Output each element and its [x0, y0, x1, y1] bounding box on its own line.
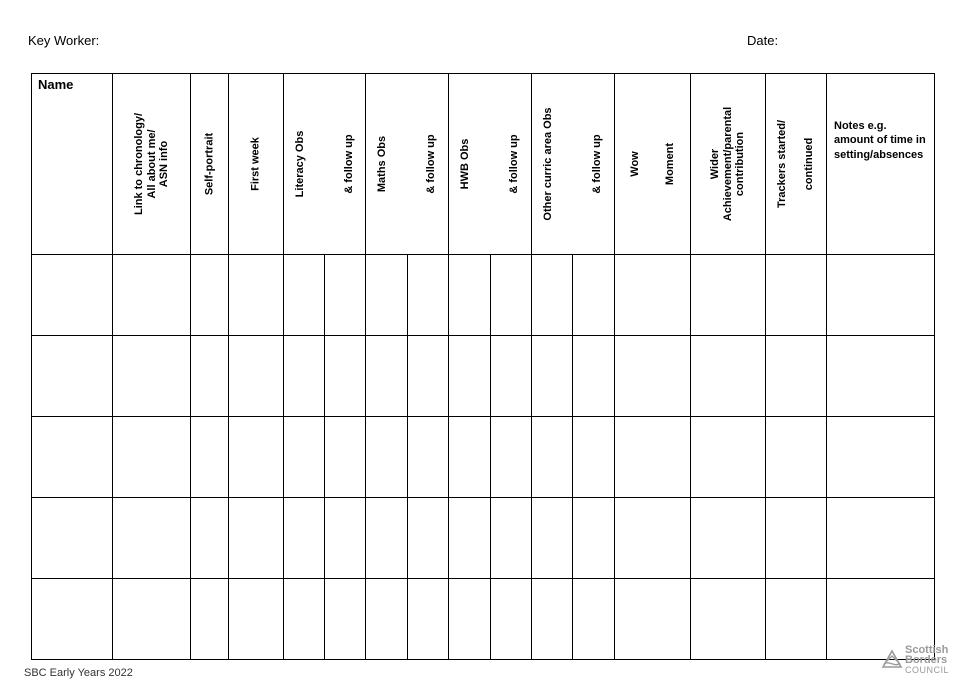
header-line: setting/absences [834, 148, 924, 161]
name-header: Name [32, 74, 113, 255]
header-follow: & follow up [591, 134, 604, 194]
table-cell[interactable] [325, 498, 366, 579]
table-cell[interactable] [325, 579, 366, 660]
header-main: Wow [628, 151, 641, 177]
header-main: Other curric area Obs [542, 107, 554, 221]
table-row [32, 336, 935, 417]
table-cell[interactable] [284, 417, 325, 498]
table-cell[interactable] [366, 498, 408, 579]
header-maths-obs [366, 74, 449, 255]
header-line: continued [803, 137, 816, 191]
header-line: All about me/ [145, 129, 158, 199]
header-trackers [766, 74, 827, 255]
footer-text: SBC Early Years 2022 [24, 667, 133, 679]
table-cell[interactable] [827, 336, 935, 417]
table-cell[interactable] [766, 255, 827, 336]
table-cell[interactable] [229, 498, 284, 579]
table-cell[interactable] [408, 255, 449, 336]
header-follow: & follow up [342, 134, 355, 194]
table-cell[interactable] [32, 579, 113, 660]
header-wider-achievement [691, 74, 766, 255]
table-cell[interactable] [366, 255, 408, 336]
header-other-curric-obs [532, 74, 615, 255]
table-cell[interactable] [408, 336, 449, 417]
council-logo [880, 645, 960, 677]
table-cell[interactable] [573, 336, 615, 417]
table-cell[interactable] [691, 498, 766, 579]
table-cell[interactable] [284, 498, 325, 579]
table-cell[interactable] [325, 336, 366, 417]
header-follow: & follow up [425, 134, 438, 194]
logo-line-3: COUNCIL [905, 665, 950, 675]
table-cell[interactable] [32, 417, 113, 498]
table-cell[interactable] [191, 255, 229, 336]
header-line: ASN info [157, 140, 170, 188]
table-cell[interactable] [766, 579, 827, 660]
table-cell[interactable] [827, 498, 935, 579]
table-cell[interactable] [449, 579, 491, 660]
table-cell[interactable] [691, 255, 766, 336]
header-line: Trackers started/ [776, 119, 788, 209]
table-cell[interactable] [325, 417, 366, 498]
table-cell[interactable] [573, 498, 615, 579]
table-cell[interactable] [532, 255, 573, 336]
table-cell[interactable] [32, 336, 113, 417]
header-line: contribution [734, 131, 747, 197]
header-line: amount of time in [834, 134, 926, 147]
table-cell[interactable] [113, 498, 191, 579]
table-cell[interactable] [284, 579, 325, 660]
header-follow: & follow up [508, 134, 521, 194]
table-cell[interactable] [532, 336, 573, 417]
table-cell[interactable] [491, 417, 532, 498]
table-cell[interactable] [229, 336, 284, 417]
table-cell[interactable] [191, 417, 229, 498]
table-cell[interactable] [113, 255, 191, 336]
date-label: Date: [747, 33, 779, 48]
table-row [32, 417, 935, 498]
header-chronology [113, 74, 191, 255]
table-cell[interactable] [408, 417, 449, 498]
header-first-week [229, 74, 284, 255]
key-worker-label: Key Worker: [28, 33, 100, 48]
table-cell[interactable] [491, 579, 532, 660]
header-line: First week [249, 137, 262, 191]
table-cell[interactable] [532, 417, 573, 498]
table-cell[interactable] [408, 579, 449, 660]
table-cell[interactable] [284, 255, 325, 336]
table-cell[interactable] [229, 579, 284, 660]
table-cell[interactable] [408, 498, 449, 579]
table-cell[interactable] [766, 336, 827, 417]
table-cell[interactable] [615, 498, 691, 579]
table-cell[interactable] [691, 579, 766, 660]
observation-table [31, 73, 935, 660]
table-cell[interactable] [615, 417, 691, 498]
table-cell[interactable] [766, 417, 827, 498]
header-main: Maths Obs [376, 135, 388, 193]
header-main: Literacy Obs [293, 130, 306, 198]
header-main: HWB Obs [459, 138, 471, 190]
header-self-portrait [191, 74, 229, 255]
header-wow-moment [615, 74, 691, 255]
table-cell[interactable] [284, 336, 325, 417]
table-cell[interactable] [573, 255, 615, 336]
logo-line-2: Borders [905, 654, 948, 666]
table-cell[interactable] [449, 336, 491, 417]
table-cell[interactable] [615, 255, 691, 336]
header-line: Self-portrait [203, 132, 216, 196]
table-cell[interactable] [827, 417, 935, 498]
table-cell[interactable] [366, 417, 408, 498]
table-cell[interactable] [366, 336, 408, 417]
table-cell[interactable] [32, 498, 113, 579]
table-cell[interactable] [691, 336, 766, 417]
table-row [32, 255, 935, 336]
header-line: Wider [709, 148, 722, 180]
table-cell[interactable] [691, 417, 766, 498]
table-cell[interactable] [615, 579, 691, 660]
table-cell[interactable] [325, 255, 366, 336]
table-cell[interactable] [191, 579, 229, 660]
table-cell[interactable] [573, 417, 615, 498]
header-follow: Moment [663, 142, 676, 186]
header-line: Link to chronology/ [132, 112, 145, 216]
table-cell[interactable] [491, 336, 532, 417]
header-row [32, 74, 935, 255]
table-cell[interactable] [573, 579, 615, 660]
header-literacy-obs [284, 74, 366, 255]
table-cell[interactable] [615, 336, 691, 417]
table-cell[interactable] [32, 255, 113, 336]
table-cell[interactable] [827, 255, 935, 336]
logo-line-1: Scottish [905, 644, 949, 656]
table-row [32, 498, 935, 579]
table-row [32, 579, 935, 660]
header-notes [827, 74, 935, 255]
table-cell[interactable] [532, 579, 573, 660]
table-cell[interactable] [113, 579, 191, 660]
table-cell[interactable] [491, 255, 532, 336]
table-cell[interactable] [532, 498, 573, 579]
table-cell[interactable] [113, 336, 191, 417]
table-cell[interactable] [449, 255, 491, 336]
header-line: Notes e.g. [834, 120, 887, 132]
table-cell[interactable] [229, 417, 284, 498]
table-cell[interactable] [191, 336, 229, 417]
table-cell[interactable] [449, 498, 491, 579]
table-cell[interactable] [229, 255, 284, 336]
table-cell[interactable] [113, 417, 191, 498]
table-cell[interactable] [491, 498, 532, 579]
header-hwb-obs [449, 74, 532, 255]
table-cell[interactable] [766, 498, 827, 579]
table-cell[interactable] [366, 579, 408, 660]
header-line: Achievement/parental [721, 106, 734, 222]
table-cell[interactable] [191, 498, 229, 579]
table-cell[interactable] [449, 417, 491, 498]
sbc-crest-icon [880, 647, 904, 671]
